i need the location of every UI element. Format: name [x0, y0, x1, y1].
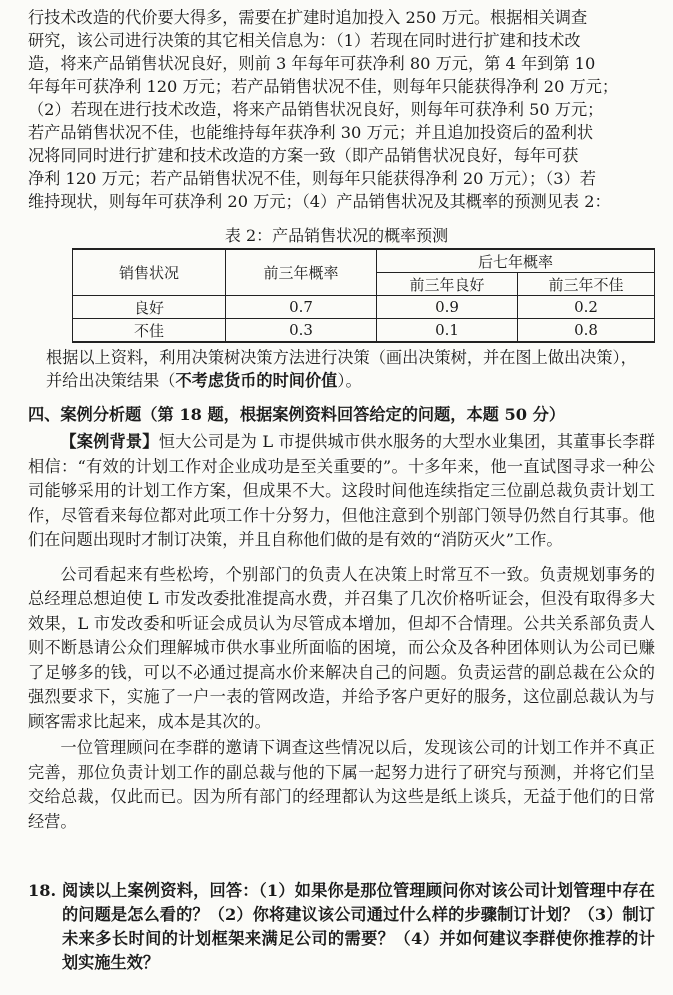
intro-line-7: 况将同同时进行扩建和技术改造的方案一致（即产品销售状况良好，每年可获 — [28, 146, 579, 165]
table-row — [73, 319, 655, 343]
header-first3-prob: 前三年概率 — [226, 249, 377, 296]
subheader-first3-good: 前三年良好 — [377, 273, 518, 296]
instruction-plain: 并给出决策结果（ — [46, 371, 176, 390]
case-paragraph-3: 一位管理顾问在李群的邀请下调查这些情况以后，发现该公司的计划工作并不真正完善，那位负责计划工作的副总裁与他的下属一起努力进行了研究与预测，并将它们呈交给总裁，仅此而已。因为所有部门的经理都认为这些是纸上谈兵，无益于他们的日常经营。 — [28, 738, 655, 831]
instruction-line-1: 根据以上资料，利用决策树决策方法进行决策（画出决策树，并在图上做出决策）， — [46, 348, 637, 367]
row-label-good: 良好 — [73, 296, 226, 319]
case-text-1: 恒大公司是为 L 市提供城市供水服务的大型水业集团，其董事长李群相信：“有效的计划工作对企业成功是至关重要的”。十多年来，他一直试图寻求一种公司能够采用的计划工作方案，但成果不大。这段时间他连续指定三位副总裁负责计划工作，尽管看来每位都对此项工作十分努力，但他注意到个别部门领导仍然自行其事。他们在问题出现时才制订决策，并且自称他们做的是有效的“消防灭火”工作。 — [28, 432, 655, 549]
cell-bad-after-bad: 0.8 — [518, 319, 655, 343]
subheader-first3-bad: 前三年不佳 — [518, 273, 655, 296]
intro-line-9: 维持现状，则每年可获净利 20 万元；（4）产品销售状况及其概率的预测见表 2： — [28, 192, 611, 211]
cell-good-after-bad: 0.2 — [518, 296, 655, 319]
case-paragraph-1 — [28, 430, 655, 553]
probability-table — [72, 248, 655, 343]
instruction-bold: 不考虑货币的时间价值 — [175, 371, 338, 390]
intro-line-6: 若产品销售状况不佳，也能维持每年获净利 30 万元；并且追加投资后的盈利状 — [28, 123, 594, 142]
cell-bad-first3: 0.3 — [226, 319, 377, 343]
instruction-end: ）。 — [337, 371, 362, 390]
intro-paragraph — [28, 6, 655, 213]
cell-good-first3: 0.7 — [226, 296, 377, 319]
decision-instruction — [46, 346, 655, 392]
table-header-row — [73, 249, 655, 273]
table-row — [73, 296, 655, 319]
instruction-line-2 — [46, 369, 655, 392]
table-caption: 表 2：产品销售状况的概率预测 — [224, 226, 449, 245]
section-4-title — [28, 403, 655, 426]
intro-line-4: 年每年可获净利 120 万元；若产品销售状况不佳，则每年只能获得净利 20 万元； — [28, 77, 619, 96]
intro-line-1: 行技术改造的代价要大得多，需要在扩建时追加投入 250 万元。根据相关调查 — [28, 8, 588, 27]
case-paragraph-2: 公司看起来有些松垮，个别部门的负责人在决策上时常互不一致。负责规划事务的总经理总想迫使 L 市发改委批准提高水费，并召集了几次价格听证会，但没有取得多大效果，L 市发改委和听证会成员认为尽管成本增加，但却不合情理。公共关系部负责人则不断恳请公众们理解城市供水事业所面临的困境，而公众及各种团体则认为公司已赚了足够多的钱，可以不必通过提高水价来解决自己的问题。负责运营的副总裁在公众的强烈要求下，实施了一户一表的管网改造，并给予客户更好的服务，这位副总裁认为与顾客需求比起来，成本是其次的。 — [28, 564, 655, 731]
header-last7-prob: 后七年概率 — [377, 249, 655, 273]
header-sales-status: 销售状况 — [73, 249, 226, 296]
question-text: 阅读以上案例资料，回答：（1）如果你是那位管理顾问你对该公司计划管理中存在的问题是怎么看的？（2）你将建议该公司通过什么样的步骤制订计划？（3）制订未来多长时间的计划框架来满足公司的需要？（4）并如何建议李群使你推荐的计划实施生效？ — [62, 881, 655, 972]
row-label-bad: 不佳 — [73, 319, 226, 343]
question-18 — [28, 879, 655, 975]
intro-line-8: 净利 120 万元；若产品销售状况不佳，则每年只能获得净利 20 万元）；（3）若 — [28, 169, 596, 188]
case-background — [28, 430, 655, 834]
case-label: 【案例背景】 — [60, 432, 159, 451]
question-number: 18. — [28, 881, 57, 900]
intro-line-3: 造，将来产品销售状况良好，则前 3 年每年可获净利 80 万元，第 4 年到第 10 — [28, 54, 596, 73]
cell-bad-after-good: 0.1 — [377, 319, 518, 343]
intro-line-2: 研究，该公司进行决策的其它相关信息为：（1）若现在同时进行扩建和技术改 — [28, 31, 581, 50]
cell-good-after-good: 0.9 — [377, 296, 518, 319]
section-title: 四、案例分析题（第 18 题，根据案例资料回答给定的问题，本题 50 分） — [28, 405, 566, 424]
intro-line-5: （2）若现在进行技术改造，将来产品销售状况良好，则每年可获净利 50 万元； — [28, 100, 604, 119]
